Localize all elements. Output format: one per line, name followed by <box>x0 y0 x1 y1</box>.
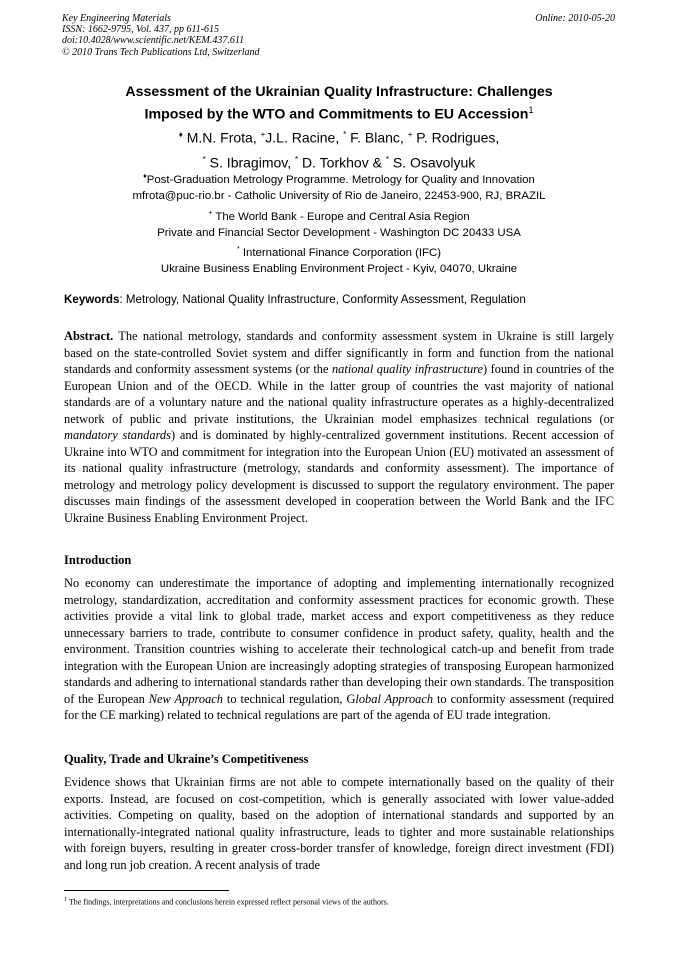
affiliation-text: International Finance Corporation (IFC) <box>239 246 442 259</box>
keywords <box>64 292 624 307</box>
affiliation-2-line-2: Private and Financial Sector Development - Washington DC 20433 USA <box>157 226 521 239</box>
author-name: J.L. Racine, <box>265 129 344 146</box>
affiliation-text: The World Bank - Europe and Central Asia Region <box>212 210 470 223</box>
author-list <box>40 124 638 173</box>
title-line-2 <box>40 101 638 124</box>
affiliation-3-line-1 <box>40 242 638 261</box>
affiliation-mark: ♦ <box>143 173 147 180</box>
author-mark: ♦ <box>178 130 183 139</box>
abstract-paragraph <box>64 328 614 526</box>
introduction-paragraph <box>64 575 614 724</box>
introduction-text: No economy can underestimate the importance of adopting and implementing internationally recognized metrology, standardization, accreditation and conformity assessment practices for economic growth. These activities provide a vital link to global trade, market access and export competitiveness as they reduce unnecessary barriers to trade, contribute to consumer confidence in product safety, quality, health and the environment. Transition countries wishing to accelerate their technological catch-up and benefit from trade integration with the European Union are increasingly adopting strategies of transposing European harmonized standards and adhering to international standards rather than developing their own standards. The transposition of the European <box>64 576 614 706</box>
affiliation-1-line-1 <box>40 169 638 188</box>
quality-section-heading: Quality, Trade and Ukraine’s Competitiveness <box>64 752 309 766</box>
introduction-emphasis: New Approach <box>148 691 223 706</box>
keywords-text: : Metrology, National Quality Infrastructure, Conformity Assessment, Regulation <box>119 293 526 306</box>
author-mark: + <box>260 130 266 139</box>
author-name: M.N. Frota, <box>182 129 261 146</box>
affiliation-3-line-2: Ukraine Business Enabling Environment Project - Kyiv, 04070, Ukraine <box>160 262 518 275</box>
title-line-2-text: Imposed by the WTO and Commitments to EU Accession <box>144 106 529 123</box>
author-mark: * <box>295 154 299 164</box>
author-mark: * <box>385 154 389 164</box>
author-line-1 <box>40 124 638 149</box>
affiliation-1-line-2: mfrota@puc-rio.br - Catholic University of Rio de Janeiro, 22453-900, RJ, BRAZIL <box>132 189 546 202</box>
introduction-text: to technical regulation, G <box>222 691 356 706</box>
author-name: S. Ibragimov, <box>205 154 296 171</box>
footnote-mark: 1 <box>64 897 67 903</box>
online-date: Online: 2010-05-20 <box>535 13 615 24</box>
affiliation-mark: + <box>208 210 213 217</box>
author-name: F. Blanc, <box>346 129 408 146</box>
footnote-text: The findings, interpretations and conclusions herein expressed reflect personal views of the authors. <box>67 897 389 907</box>
abstract-text: ) and is dominated by highly-centralized government institutions. Recent accession of Ukraine into WTO and commitment for integration into the European Union (EU) motivated an assessment of its national quality infrastructure (metrology, standards and conformity assessment). The importance of metrology and metrology policy development is discussed to support the regulatory environment. The paper discusses main findings of the assessment developed in cooperation between the World Bank and the IFC Ukraine Business Enabling Environment Project. <box>64 428 614 525</box>
introduction-text: to conformity assessment (required for the CE marking) related to technical regulations are part of the agenda of EU trade integration. <box>64 691 614 722</box>
abstract-label: Abstract. <box>64 329 114 343</box>
paper-title <box>40 83 638 124</box>
footnote-divider <box>64 890 229 891</box>
title-footnote-mark[interactable]: 1 <box>528 105 534 115</box>
affiliation-2-line-1 <box>40 206 638 225</box>
footnote <box>64 895 614 908</box>
abstract-text: ) found in countries of the European Union and of the OECD. While in the latter group of countries the vast majority of national standards are of a voluntary nature and the national quality infrastructure operates as a highly-decentralized network of public and private institutions, the Ukrainian model emphasizes technical regulations (or <box>64 362 614 426</box>
abstract-emphasis: national quality infrastructure <box>331 362 484 376</box>
journal-name: Key Engineering Materials <box>62 13 171 24</box>
introduction-emphasis: lobal Approach <box>355 691 434 706</box>
issn-line: ISSN: 1662-9795, Vol. 437, pp 611-615 <box>62 24 220 36</box>
author-mark: * <box>343 130 347 139</box>
abstract-text: The national metrology, standards and conformity assessment system in Ukraine is still largely based on the state-controlled Soviet system and differ significantly in form and function from the national standards and conformity assessment systems (or the <box>64 329 614 376</box>
affiliation-2 <box>40 206 638 241</box>
author-name: S. Osavolyuk <box>388 154 476 171</box>
affiliation-mark: * <box>236 246 240 253</box>
quality-section-paragraph: Evidence shows that Ukrainian firms are not able to compete internationally based on the quality of their exports. Instead, are focused on cost-competition, which is generally associated with lower value-added activities. Competing on quality, based on the adoption of international standards and supported by an internationally-integrated national quality infrastructure, leads to tighter and more sustainable relationships with foreign buyers, resulting in greater cross-border transfer of knowledge, foreign direct investment (FDI) and long run job creation. A recent analysis of trade <box>64 775 614 872</box>
author-name: P. Rodrigues, <box>412 129 500 146</box>
author-mark: + <box>407 130 413 139</box>
affiliation-text: Post-Graduation Metrology Programme. Metrology for Quality and Innovation <box>146 173 535 186</box>
author-name: D. Torkhov & <box>298 154 386 171</box>
abstract-emphasis: mandatory standards <box>64 428 171 442</box>
introduction-heading: Introduction <box>64 553 132 567</box>
author-mark: * <box>202 154 206 164</box>
title-line-1: Assessment of the Ukrainian Quality Infrastructure: Challenges <box>125 84 553 100</box>
affiliation-3 <box>40 242 638 277</box>
affiliation-1 <box>40 169 638 204</box>
doi-line: doi:10.4028/www.scientific.net/KEM.437.611 <box>62 35 245 47</box>
running-header <box>62 13 260 58</box>
copyright-line: © 2010 Trans Tech Publications Ltd, Switzerland <box>62 46 260 58</box>
keywords-label: Keywords <box>64 293 120 306</box>
